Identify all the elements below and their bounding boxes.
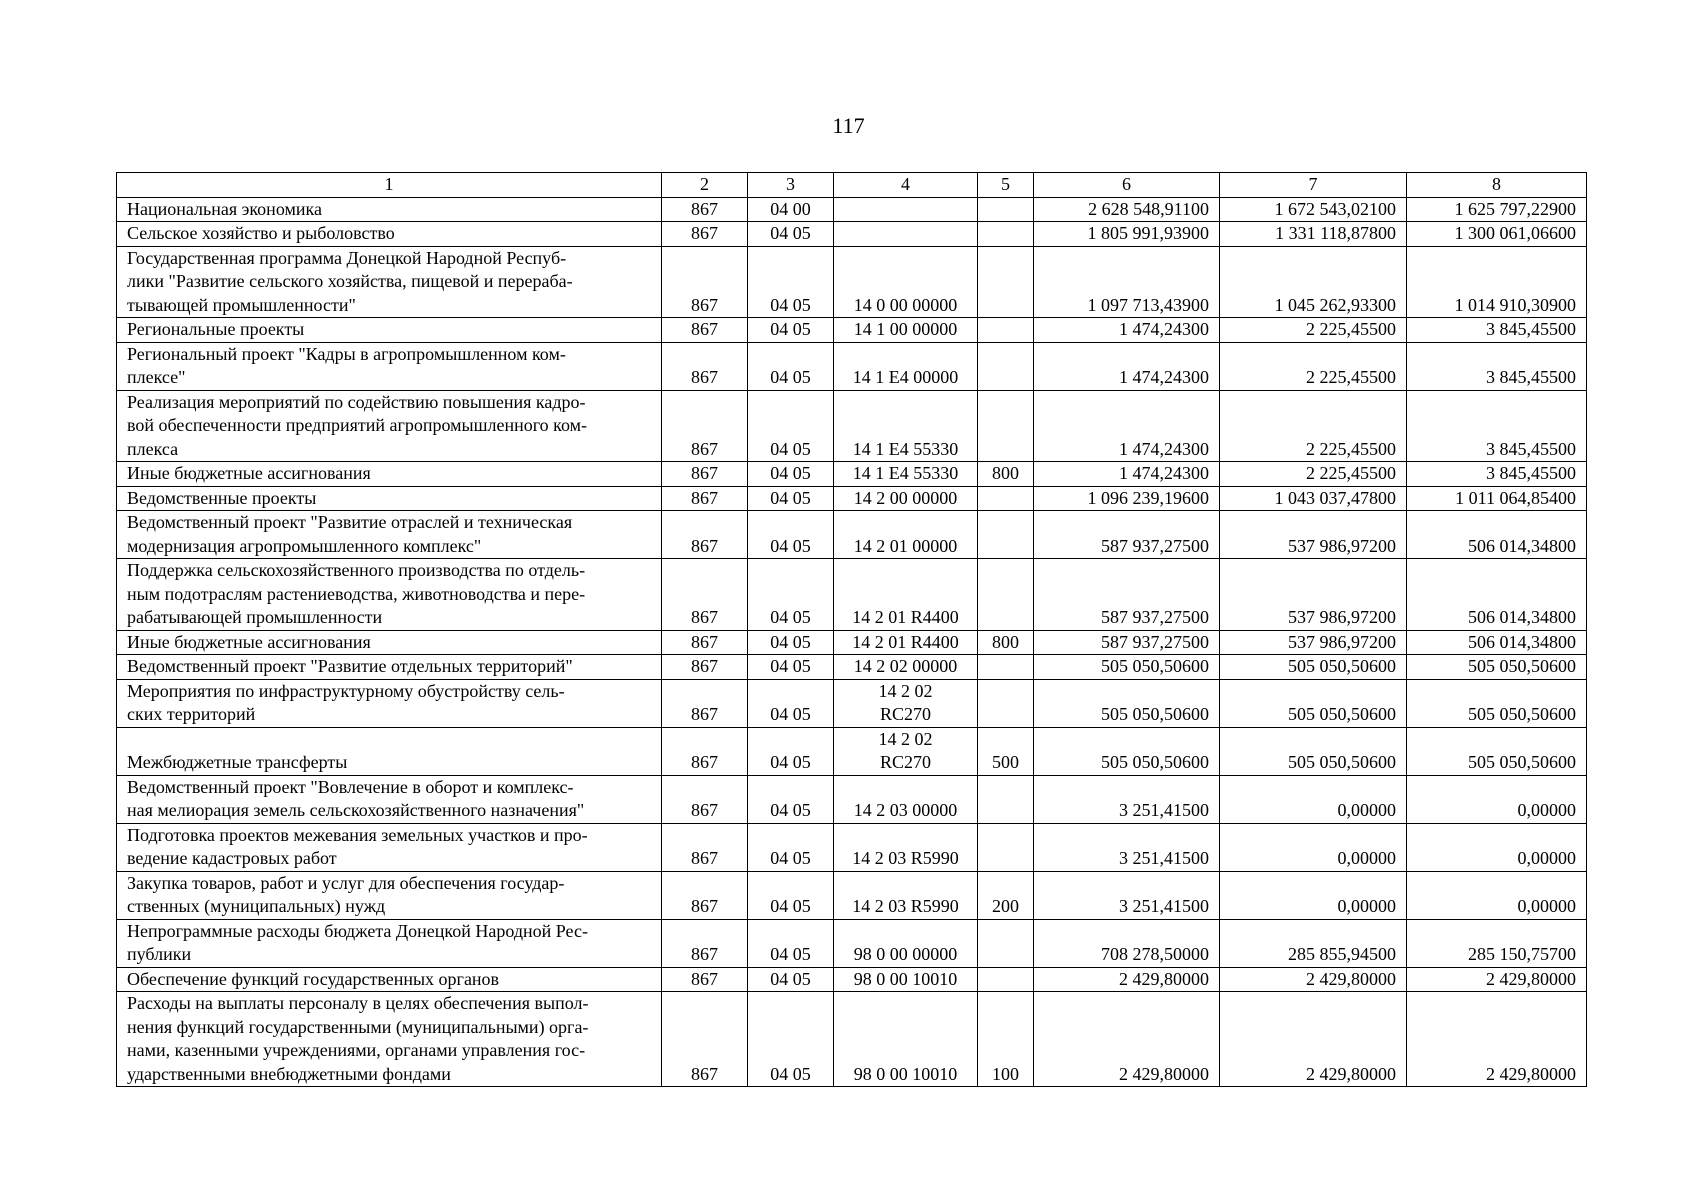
row-description: Ведомственные проекты (117, 486, 662, 511)
cell-amount-col8: 506 014,34800 (1407, 511, 1587, 559)
cell-amount-col6: 1 474,24300 (1034, 390, 1220, 462)
cell-section-code: 04 05 (748, 967, 834, 992)
table-body (117, 197, 1587, 1087)
row-description: Расходы на выплаты персоналу в целях обеспечения выпол- нения функций государственными (муниципальными) орга- нами, казенными учреждениями, органами управления гос- ударственными внебюджетными фондами (117, 992, 662, 1087)
row-description: Реализация мероприятий по содействию повышения кадро- вой обеспеченности предприятий агропромышленного ком- плекса (117, 390, 662, 462)
cell-expense-type: 200 (978, 871, 1034, 919)
header-cell: 5 (978, 173, 1034, 198)
table-row (117, 342, 1587, 390)
row-description: Мероприятия по инфраструктурному обустройству сель- ских территорий (117, 679, 662, 727)
cell-target-article: 14 2 02 00000 (834, 655, 978, 680)
cell-target-article: 14 1 00 00000 (834, 318, 978, 343)
table-row (117, 727, 1587, 775)
cell-ministry-code: 867 (662, 823, 748, 871)
cell-target-article: 98 0 00 00000 (834, 919, 978, 967)
cell-ministry-code: 867 (662, 967, 748, 992)
table-row (117, 871, 1587, 919)
cell-amount-col6: 708 278,50000 (1034, 919, 1220, 967)
row-description: Непрограммные расходы бюджета Донецкой Народной Рес- публики (117, 919, 662, 967)
cell-amount-col7: 2 429,80000 (1220, 967, 1407, 992)
row-description: Государственная программа Донецкой Народной Респуб- лики "Развитие сельского хозяйства, пищевой и перераба- тывающей промышленности" (117, 246, 662, 318)
cell-ministry-code: 867 (662, 222, 748, 247)
cell-expense-type (978, 342, 1034, 390)
cell-ministry-code: 867 (662, 246, 748, 318)
cell-amount-col6: 3 251,41500 (1034, 775, 1220, 823)
cell-amount-col7: 2 225,45500 (1220, 318, 1407, 343)
cell-target-article: 98 0 00 10010 (834, 967, 978, 992)
cell-ministry-code: 867 (662, 462, 748, 487)
cell-expense-type (978, 655, 1034, 680)
header-row (117, 173, 1587, 198)
cell-amount-col8: 506 014,34800 (1407, 630, 1587, 655)
cell-target-article: 14 2 02 RC270 (834, 679, 978, 727)
cell-section-code: 04 05 (748, 679, 834, 727)
row-description: Поддержка сельскохозяйственного производства по отдель- ным подотраслям растениеводства, животноводства и пере- рабатывающей промышленности (117, 559, 662, 631)
cell-expense-type: 800 (978, 462, 1034, 487)
cell-target-article: 14 0 00 00000 (834, 246, 978, 318)
row-description: Региональные проекты (117, 318, 662, 343)
cell-amount-col7: 285 855,94500 (1220, 919, 1407, 967)
cell-ministry-code: 867 (662, 486, 748, 511)
page-number: 117 (832, 113, 865, 138)
cell-amount-col7: 505 050,50600 (1220, 655, 1407, 680)
row-description: Сельское хозяйство и рыболовство (117, 222, 662, 247)
cell-amount-col6: 1 805 991,93900 (1034, 222, 1220, 247)
cell-ministry-code: 867 (662, 342, 748, 390)
table-row (117, 222, 1587, 247)
cell-amount-col7: 1 043 037,47800 (1220, 486, 1407, 511)
cell-amount-col6: 1 097 713,43900 (1034, 246, 1220, 318)
cell-expense-type (978, 559, 1034, 631)
cell-target-article: 14 2 01 R4400 (834, 559, 978, 631)
cell-ministry-code: 867 (662, 559, 748, 631)
cell-expense-type (978, 246, 1034, 318)
cell-target-article: 14 2 03 R5990 (834, 871, 978, 919)
cell-section-code: 04 05 (748, 559, 834, 631)
cell-amount-col6: 505 050,50600 (1034, 727, 1220, 775)
table-row (117, 318, 1587, 343)
row-description: Национальная экономика (117, 197, 662, 222)
cell-expense-type (978, 967, 1034, 992)
header-cell: 1 (117, 173, 662, 198)
cell-amount-col8: 0,00000 (1407, 775, 1587, 823)
table-row (117, 197, 1587, 222)
cell-ministry-code: 867 (662, 775, 748, 823)
cell-amount-col8: 505 050,50600 (1407, 727, 1587, 775)
cell-amount-col6: 2 429,80000 (1034, 992, 1220, 1087)
cell-amount-col8: 3 845,45500 (1407, 342, 1587, 390)
cell-ministry-code: 867 (662, 919, 748, 967)
cell-target-article: 14 2 01 R4400 (834, 630, 978, 655)
cell-expense-type (978, 823, 1034, 871)
cell-amount-col8: 285 150,75700 (1407, 919, 1587, 967)
cell-section-code: 04 05 (748, 919, 834, 967)
cell-target-article (834, 197, 978, 222)
table-row (117, 486, 1587, 511)
cell-expense-type: 800 (978, 630, 1034, 655)
cell-section-code: 04 00 (748, 197, 834, 222)
cell-expense-type (978, 390, 1034, 462)
cell-section-code: 04 05 (748, 318, 834, 343)
table-row (117, 462, 1587, 487)
cell-section-code: 04 05 (748, 655, 834, 680)
cell-expense-type (978, 511, 1034, 559)
cell-target-article: 14 2 00 00000 (834, 486, 978, 511)
cell-amount-col7: 537 986,97200 (1220, 630, 1407, 655)
cell-section-code: 04 05 (748, 775, 834, 823)
table-row (117, 679, 1587, 727)
cell-section-code: 04 05 (748, 486, 834, 511)
cell-amount-col7: 0,00000 (1220, 823, 1407, 871)
table-row (117, 967, 1587, 992)
table-row (117, 775, 1587, 823)
cell-amount-col8: 1 011 064,85400 (1407, 486, 1587, 511)
cell-section-code: 04 05 (748, 462, 834, 487)
cell-target-article (834, 222, 978, 247)
row-description: Ведомственный проект "Развитие отраслей и техническая модернизация агропромышленного комплекс" (117, 511, 662, 559)
cell-amount-col7: 2 225,45500 (1220, 462, 1407, 487)
cell-amount-col6: 2 429,80000 (1034, 967, 1220, 992)
cell-section-code: 04 05 (748, 871, 834, 919)
cell-ministry-code: 867 (662, 511, 748, 559)
cell-amount-col6: 587 937,27500 (1034, 511, 1220, 559)
cell-amount-col7: 2 225,45500 (1220, 342, 1407, 390)
table-row (117, 992, 1587, 1087)
cell-amount-col8: 1 014 910,30900 (1407, 246, 1587, 318)
cell-amount-col7: 1 331 118,87800 (1220, 222, 1407, 247)
cell-expense-type (978, 197, 1034, 222)
header-cell: 3 (748, 173, 834, 198)
cell-target-article: 14 2 03 00000 (834, 775, 978, 823)
cell-amount-col7: 0,00000 (1220, 871, 1407, 919)
table-row (117, 390, 1587, 462)
cell-amount-col8: 505 050,50600 (1407, 655, 1587, 680)
cell-expense-type (978, 775, 1034, 823)
cell-amount-col7: 2 429,80000 (1220, 992, 1407, 1087)
cell-target-article: 14 2 03 R5990 (834, 823, 978, 871)
cell-section-code: 04 05 (748, 727, 834, 775)
cell-expense-type (978, 318, 1034, 343)
cell-expense-type (978, 919, 1034, 967)
cell-amount-col8: 505 050,50600 (1407, 679, 1587, 727)
cell-ministry-code: 867 (662, 871, 748, 919)
cell-section-code: 04 05 (748, 992, 834, 1087)
cell-amount-col6: 3 251,41500 (1034, 823, 1220, 871)
cell-amount-col7: 505 050,50600 (1220, 679, 1407, 727)
cell-amount-col8: 2 429,80000 (1407, 967, 1587, 992)
table-row (117, 511, 1587, 559)
header-cell: 2 (662, 173, 748, 198)
cell-expense-type (978, 679, 1034, 727)
cell-amount-col6: 3 251,41500 (1034, 871, 1220, 919)
cell-amount-col6: 1 096 239,19600 (1034, 486, 1220, 511)
cell-section-code: 04 05 (748, 222, 834, 247)
cell-target-article: 14 2 01 00000 (834, 511, 978, 559)
cell-amount-col8: 2 429,80000 (1407, 992, 1587, 1087)
cell-ministry-code: 867 (662, 390, 748, 462)
cell-ministry-code: 867 (662, 992, 748, 1087)
cell-target-article: 14 1 E4 55330 (834, 462, 978, 487)
row-description: Межбюджетные трансферты (117, 727, 662, 775)
row-description: Иные бюджетные ассигнования (117, 630, 662, 655)
cell-amount-col7: 537 986,97200 (1220, 559, 1407, 631)
header-cell: 7 (1220, 173, 1407, 198)
cell-section-code: 04 05 (748, 630, 834, 655)
cell-amount-col7: 537 986,97200 (1220, 511, 1407, 559)
cell-ministry-code: 867 (662, 197, 748, 222)
cell-ministry-code: 867 (662, 727, 748, 775)
table-row (117, 655, 1587, 680)
cell-ministry-code: 867 (662, 630, 748, 655)
cell-target-article: 14 1 E4 55330 (834, 390, 978, 462)
row-description: Обеспечение функций государственных органов (117, 967, 662, 992)
cell-section-code: 04 05 (748, 390, 834, 462)
table-row (117, 559, 1587, 631)
cell-section-code: 04 05 (748, 823, 834, 871)
cell-amount-col6: 2 628 548,91100 (1034, 197, 1220, 222)
table-row (117, 919, 1587, 967)
cell-amount-col7: 2 225,45500 (1220, 390, 1407, 462)
cell-expense-type (978, 222, 1034, 247)
cell-ministry-code: 867 (662, 679, 748, 727)
cell-expense-type: 100 (978, 992, 1034, 1087)
cell-amount-col7: 0,00000 (1220, 775, 1407, 823)
cell-amount-col8: 0,00000 (1407, 823, 1587, 871)
cell-amount-col6: 1 474,24300 (1034, 462, 1220, 487)
row-description: Ведомственный проект "Развитие отдельных территорий" (117, 655, 662, 680)
cell-section-code: 04 05 (748, 246, 834, 318)
header-cell: 4 (834, 173, 978, 198)
cell-amount-col8: 3 845,45500 (1407, 390, 1587, 462)
table-row (117, 246, 1587, 318)
cell-amount-col7: 505 050,50600 (1220, 727, 1407, 775)
cell-ministry-code: 867 (662, 318, 748, 343)
cell-expense-type (978, 486, 1034, 511)
row-description: Подготовка проектов межевания земельных участков и про- ведение кадастровых работ (117, 823, 662, 871)
cell-amount-col6: 587 937,27500 (1034, 630, 1220, 655)
cell-expense-type: 500 (978, 727, 1034, 775)
row-description: Региональный проект "Кадры в агропромышленном ком- плексе" (117, 342, 662, 390)
cell-amount-col8: 1 625 797,22900 (1407, 197, 1587, 222)
cell-ministry-code: 867 (662, 655, 748, 680)
cell-amount-col8: 506 014,34800 (1407, 559, 1587, 631)
cell-target-article: 14 1 E4 00000 (834, 342, 978, 390)
cell-section-code: 04 05 (748, 511, 834, 559)
cell-target-article: 98 0 00 10010 (834, 992, 978, 1087)
header-cell: 6 (1034, 173, 1220, 198)
cell-target-article: 14 2 02 RC270 (834, 727, 978, 775)
cell-amount-col7: 1 045 262,93300 (1220, 246, 1407, 318)
cell-amount-col7: 1 672 543,02100 (1220, 197, 1407, 222)
cell-amount-col6: 1 474,24300 (1034, 342, 1220, 390)
table-row (117, 630, 1587, 655)
cell-amount-col8: 3 845,45500 (1407, 318, 1587, 343)
header-cell: 8 (1407, 173, 1587, 198)
row-description: Ведомственный проект "Вовлечение в оборот и комплекс- ная мелиорация земель сельскохозяйственного назначения" (117, 775, 662, 823)
cell-amount-col6: 505 050,50600 (1034, 679, 1220, 727)
budget-table (116, 172, 1587, 1087)
table-row (117, 823, 1587, 871)
cell-amount-col8: 0,00000 (1407, 871, 1587, 919)
cell-amount-col6: 505 050,50600 (1034, 655, 1220, 680)
cell-amount-col8: 3 845,45500 (1407, 462, 1587, 487)
cell-amount-col6: 587 937,27500 (1034, 559, 1220, 631)
cell-section-code: 04 05 (748, 342, 834, 390)
cell-amount-col8: 1 300 061,06600 (1407, 222, 1587, 247)
row-description: Иные бюджетные ассигнования (117, 462, 662, 487)
row-description: Закупка товаров, работ и услуг для обеспечения государ- ственных (муниципальных) нужд (117, 871, 662, 919)
cell-amount-col6: 1 474,24300 (1034, 318, 1220, 343)
